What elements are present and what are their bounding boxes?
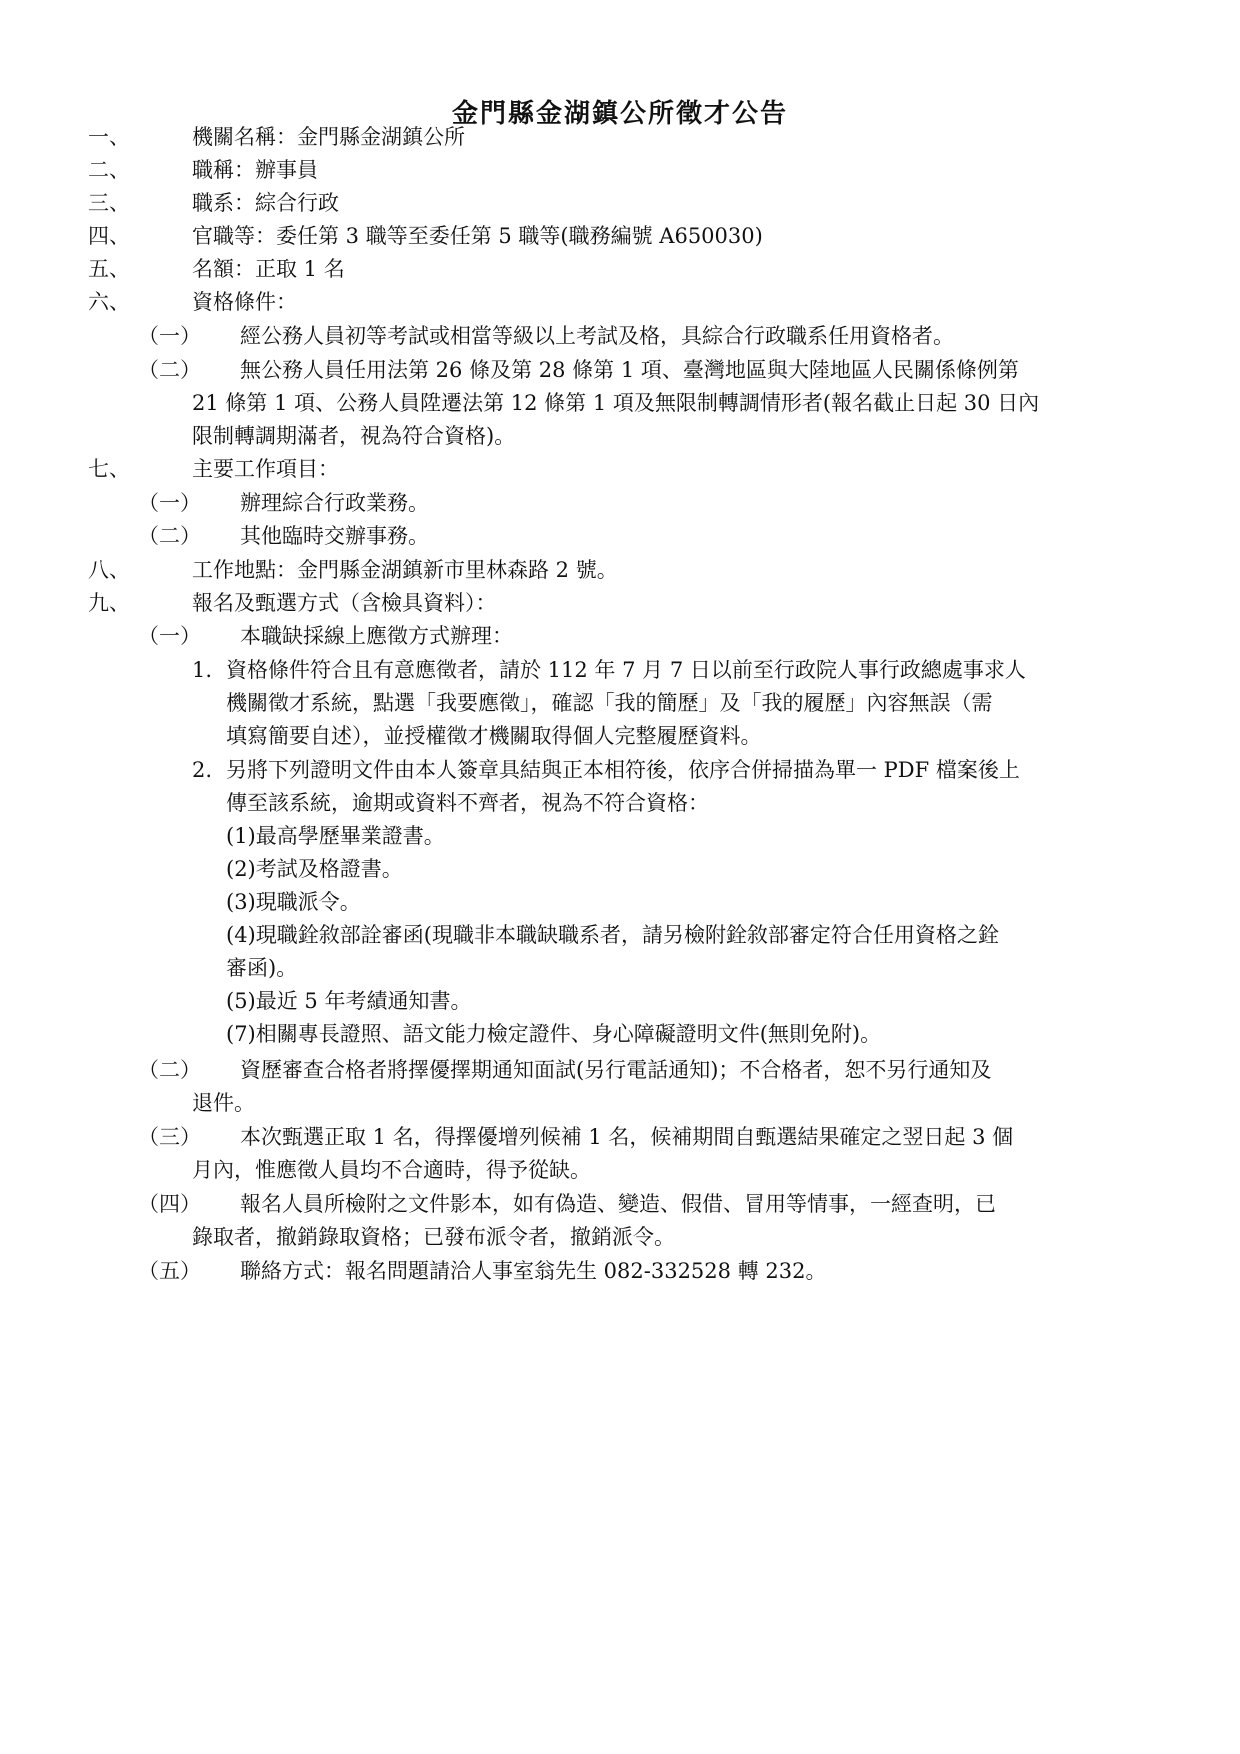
- item-text: 填寫簡要自述），並授權徵才機關取得個人完整履歷資料。: [226, 724, 762, 748]
- section-quota: 名額：正取 1 名: [192, 257, 345, 281]
- subsection-number: （一）: [138, 324, 201, 348]
- section-job-series: 職系：綜合行政: [192, 191, 339, 215]
- subsection-number: （一）: [138, 624, 201, 648]
- section-number: 四、: [88, 224, 130, 248]
- section-job-title: 職稱：辦事員: [192, 158, 318, 182]
- subsection-number: （三）: [138, 1125, 201, 1149]
- application-note: 錄取者，撤銷錄取資格；已發布派令者，撤銷派令。: [192, 1225, 675, 1249]
- section-number: 六、: [88, 290, 130, 314]
- required-document: (7)相關專長證照、語文能力檢定證件、身心障礙證明文件(無則免附)。: [226, 1022, 882, 1046]
- section-duties: 主要工作項目：: [192, 457, 339, 481]
- application-note: 資歷審查合格者將擇優擇期通知面試(另行電話通知)；不合格者，恕不另行通知及: [240, 1058, 992, 1082]
- required-document: (2)考試及格證書。: [226, 857, 403, 881]
- duty-text: 其他臨時交辦事務。: [240, 524, 429, 548]
- section-number: 九、: [88, 591, 130, 615]
- qualification-text: 經公務人員初等考試或相當等級以上考試及格，具綜合行政職系任用資格者。: [240, 324, 954, 348]
- section-number: 一、: [88, 125, 130, 149]
- item-text: 另將下列證明文件由本人簽章具結與正本相符後，依序合併掃描為單一 PDF 檔案後上: [226, 758, 1020, 782]
- item-number: 2.: [192, 758, 213, 782]
- subsection-number: （二）: [138, 358, 201, 382]
- section-number: 七、: [88, 457, 130, 481]
- subsection-number: （二）: [138, 524, 201, 548]
- item-text: 機關徵才系統，點選「我要應徵」，確認「我的簡歷」及「我的履歷」內容無誤（需: [226, 691, 993, 715]
- section-number: 三、: [88, 191, 130, 215]
- required-document: (1)最高學歷畢業證書。: [226, 824, 445, 848]
- item-text: 資格條件符合且有意應徵者，請於 112 年 7 月 7 日以前至行政院人事行政總處事求人: [226, 658, 1026, 682]
- application-note: 本次甄選正取 1 名，得擇優增列候補 1 名，候補期間自甄選結果確定之翌日起 3 個: [240, 1125, 1014, 1149]
- required-document: (3)現職派令。: [226, 890, 361, 914]
- contact-info: 聯絡方式：報名問題請洽人事室翁先生 082-332528 轉 232。: [240, 1259, 827, 1283]
- page-title: 金門縣金湖鎮公所徵才公告: [451, 99, 788, 129]
- section-number: 八、: [88, 558, 130, 582]
- section-qualifications: 資格條件：: [192, 290, 297, 314]
- application-note: 報名人員所檢附之文件影本，如有偽造、變造、假借、冒用等情事，一經查明，已: [240, 1192, 996, 1216]
- section-application: 報名及甄選方式（含檢具資料）：: [192, 591, 497, 615]
- duty-text: 辦理綜合行政業務。: [240, 491, 429, 515]
- application-method: 本職缺採線上應徵方式辦理：: [240, 624, 513, 648]
- section-agency-name: 機關名稱：金門縣金湖鎮公所: [192, 125, 465, 149]
- subsection-number: （五）: [138, 1259, 201, 1283]
- qualification-text: 21 條第 1 項、公務人員陞遷法第 12 條第 1 項及無限制轉調情形者(報名截止日起 30 日內: [192, 391, 1040, 415]
- required-document: (4)現職銓敘部詮審函(現職非本職缺職系者，請另檢附銓敘部審定符合任用資格之銓: [226, 923, 999, 947]
- item-number: 1.: [192, 658, 213, 682]
- section-number: 二、: [88, 158, 130, 182]
- section-work-location: 工作地點：金門縣金湖鎮新市里林森路 2 號。: [192, 558, 618, 582]
- application-note: 月內，惟應徵人員均不合適時，得予從缺。: [192, 1158, 591, 1182]
- required-document: 審函)。: [226, 956, 298, 980]
- item-text: 傳至該系統，逾期或資料不齊者，視為不符合資格：: [226, 791, 709, 815]
- subsection-number: （二）: [138, 1058, 201, 1082]
- application-note: 退件。: [192, 1091, 255, 1115]
- required-document: (5)最近 5 年考績通知書。: [226, 989, 472, 1013]
- subsection-number: （四）: [138, 1192, 201, 1216]
- subsection-number: （一）: [138, 491, 201, 515]
- section-number: 五、: [88, 257, 130, 281]
- qualification-text: 限制轉調期滿者，視為符合資格)。: [192, 424, 516, 448]
- qualification-text: 無公務人員任用法第 26 條及第 28 條第 1 項、臺灣地區與大陸地區人民關係條例第: [240, 358, 1019, 382]
- section-rank: 官職等：委任第 3 職等至委任第 5 職等(職務編號 A650030): [192, 224, 763, 248]
